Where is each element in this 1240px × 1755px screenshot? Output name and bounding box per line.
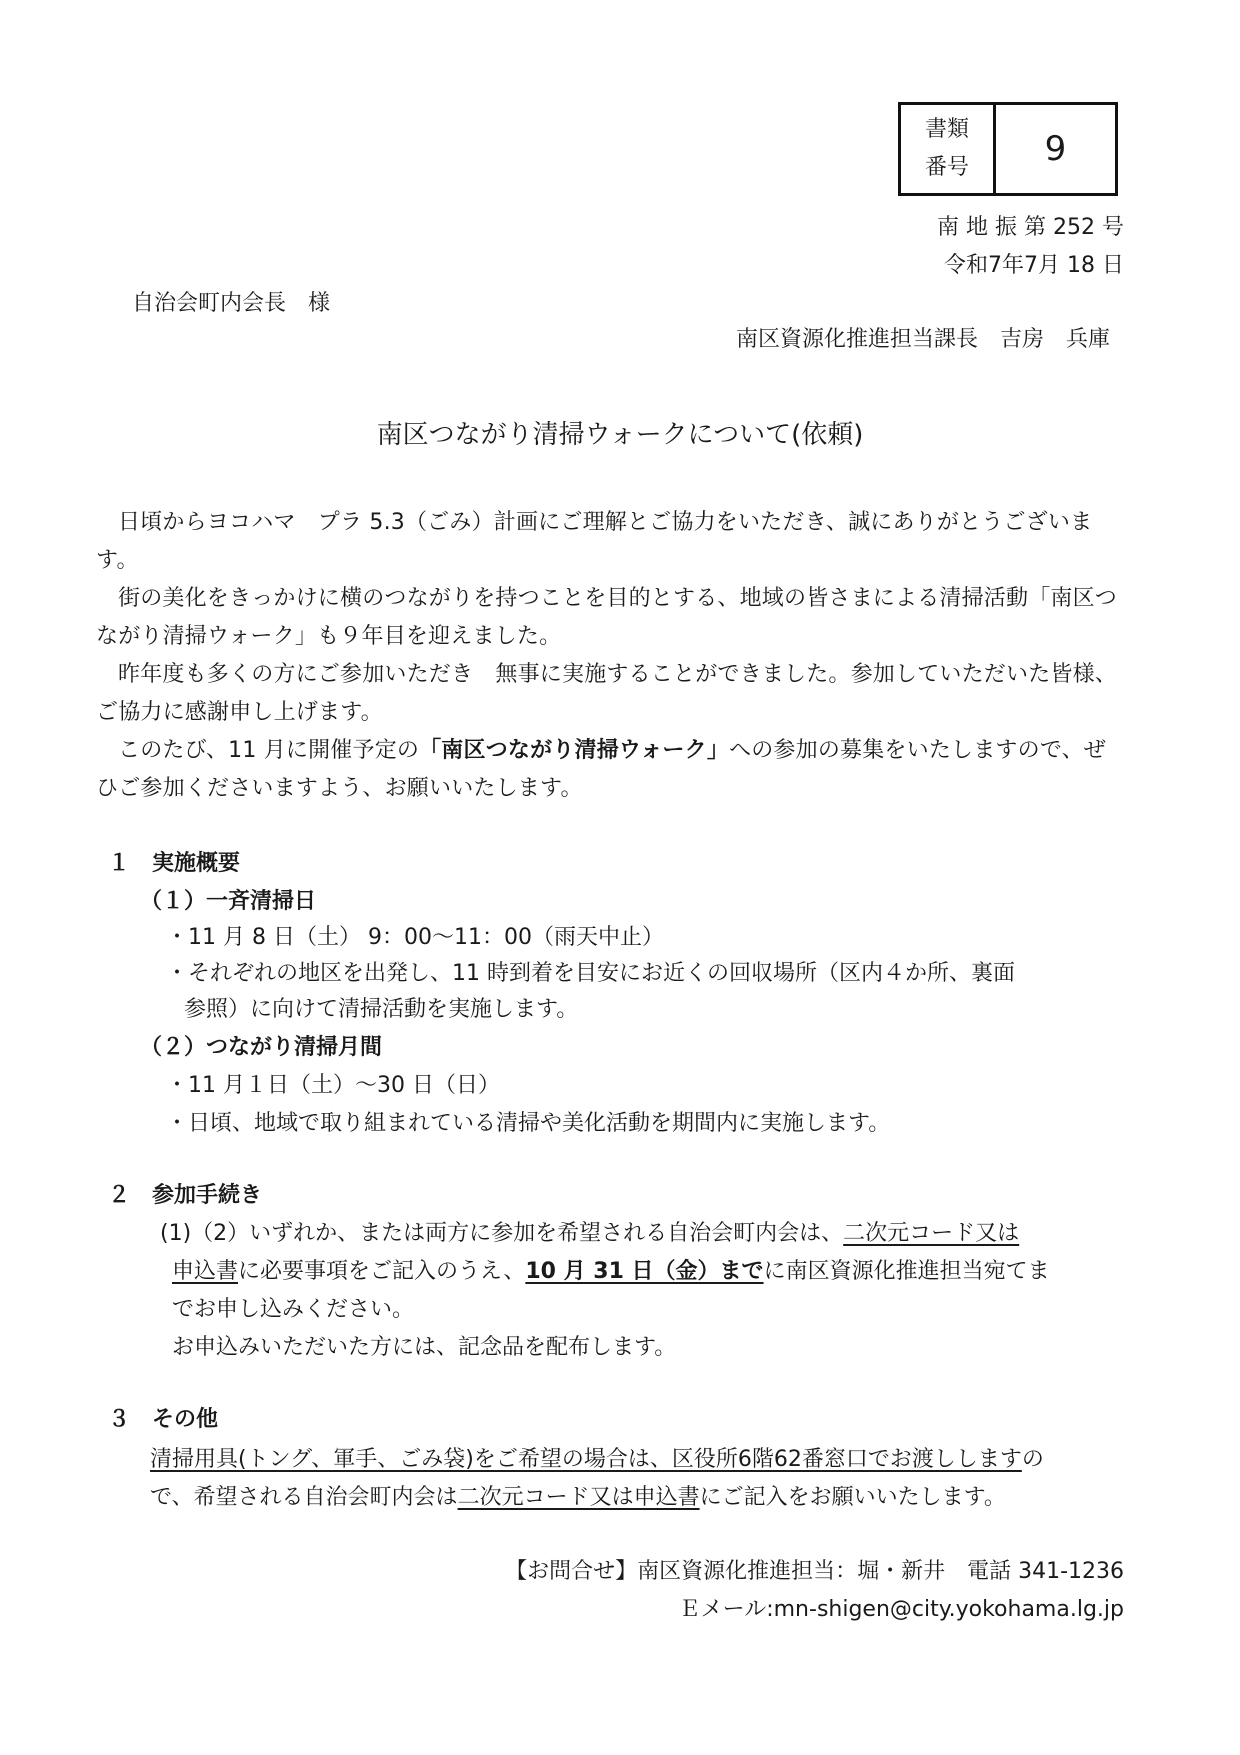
intro-paragraph-4 xyxy=(96,732,1126,808)
section1-sub1-heading: （１）一斉清掃日 xyxy=(140,889,317,914)
page-title: 南区つながり清掃ウォークについて(依頼) xyxy=(376,420,864,450)
document-number-box xyxy=(898,102,1118,196)
section2-line2-text2: に南区資源化推進担当宛てま xyxy=(763,1259,1050,1284)
section2-line2-application-form: 申込書 xyxy=(172,1259,239,1284)
section1-sub1-bullet2-line1: ・それぞれの地区を出発し、11 時到着を目安にお近くの回収場所（区内４か所、裏面 xyxy=(166,961,1015,986)
intro-paragraph-1: 日頃からヨコハマ プラ 5.3（ごみ）計画にご理解とご協力をいただき、誠にありがとうございます。 xyxy=(96,510,1093,573)
section3-heading: ３ その他 xyxy=(108,1407,219,1432)
section1-sub1-bullet1: ・11 月 8 日（土） 9：00～11：00（雨天中止） xyxy=(166,925,664,950)
document-number-label xyxy=(901,105,996,193)
intro-p4-event-name: 「南区つながり清掃ウォーク」 xyxy=(419,738,730,763)
reference-number: 南 地 振 第 252 号 xyxy=(937,215,1124,240)
sender: 南区資源化推進担当課長 吉房 兵庫 xyxy=(735,327,1110,352)
section1-heading: １ 実施概要 xyxy=(108,851,241,876)
section3-line2 xyxy=(150,1480,1006,1511)
section2-line2-text1: に必要事項をご記入のうえ、 xyxy=(238,1259,526,1284)
section1-sub2-bullet1: ・11 月１日（土）～30 日（日） xyxy=(166,1073,500,1098)
section2-line1-text: (1)（2）いずれか、または両方に参加を希望される自治会町内会は、 xyxy=(160,1221,844,1246)
section3-line2-text1: で、希望される自治会町内会は xyxy=(150,1485,458,1510)
intro-paragraph-2: 街の美化をきっかけに横のつながりを持つことを目的とする、地域の皆さまによる清掃活動「南区つながり清掃ウォーク」も９年目を迎えました。 xyxy=(96,586,1118,649)
section2-line1-underlined: 二次元コード又は xyxy=(843,1221,1020,1246)
intro-paragraph-3: 昨年度も多くの方にご参加いただき 無事に実施することができました。参加していただいた皆様、ご協力に感謝申し上げます。 xyxy=(96,662,1118,725)
section1-sub2-heading: （２）つながり清掃月間 xyxy=(140,1035,383,1060)
addressee: 自治会町内会長 様 xyxy=(132,291,331,316)
section3-line2-underlined: 二次元コード又は申込書 xyxy=(457,1485,700,1510)
document-number-label-line1: 書類 xyxy=(924,117,969,142)
section2-deadline: 10 月 31 日（金）まで xyxy=(525,1259,764,1284)
document-number-label-line2: 番号 xyxy=(924,155,969,180)
section2-heading: ２ 参加手続き xyxy=(108,1183,263,1208)
section3-line2-text2: にご記入をお願いいたします。 xyxy=(699,1485,1006,1510)
section2-line3: でお申し込みください。 xyxy=(172,1297,415,1322)
section3-line1 xyxy=(150,1442,1044,1473)
contact-line-1: 【お問合せ】南区資源化推進担当：堀・新井 電話 341-1236 xyxy=(505,1559,1124,1584)
issue-date: 令和7年7月 18 日 xyxy=(944,253,1124,278)
intro-body xyxy=(96,504,1126,808)
intro-p4-after: への参加の募集をいたしますので、ぜひご参加くださいますよう、お願いいたします。 xyxy=(96,738,1106,801)
document-number-value: 9 xyxy=(1044,129,1067,169)
section1-sub1-bullet2-line2: 参照）に向けて清掃活動を実施します。 xyxy=(184,997,579,1022)
intro-p4-before: このたび、11 月に開催予定の xyxy=(118,738,420,763)
contact-email: Ｅメール:mn-shigen@city.yokohama.lg.jp xyxy=(678,1597,1124,1622)
section1-sub2-bullet2: ・日頃、地域で取り組まれている清掃や美化活動を期間内に実施します。 xyxy=(166,1111,891,1136)
section2-line1 xyxy=(160,1216,1019,1247)
section3-line1-text: の xyxy=(1021,1447,1044,1472)
section2-line4: お申込みいただいた方には、記念品を配布します。 xyxy=(172,1335,677,1360)
section2-line2 xyxy=(172,1254,1050,1285)
section3-line1-underlined: 清掃用具(トング、軍手、ごみ袋)をご希望の場合は、区役所6階62番窓口でお渡しします xyxy=(150,1447,1022,1472)
